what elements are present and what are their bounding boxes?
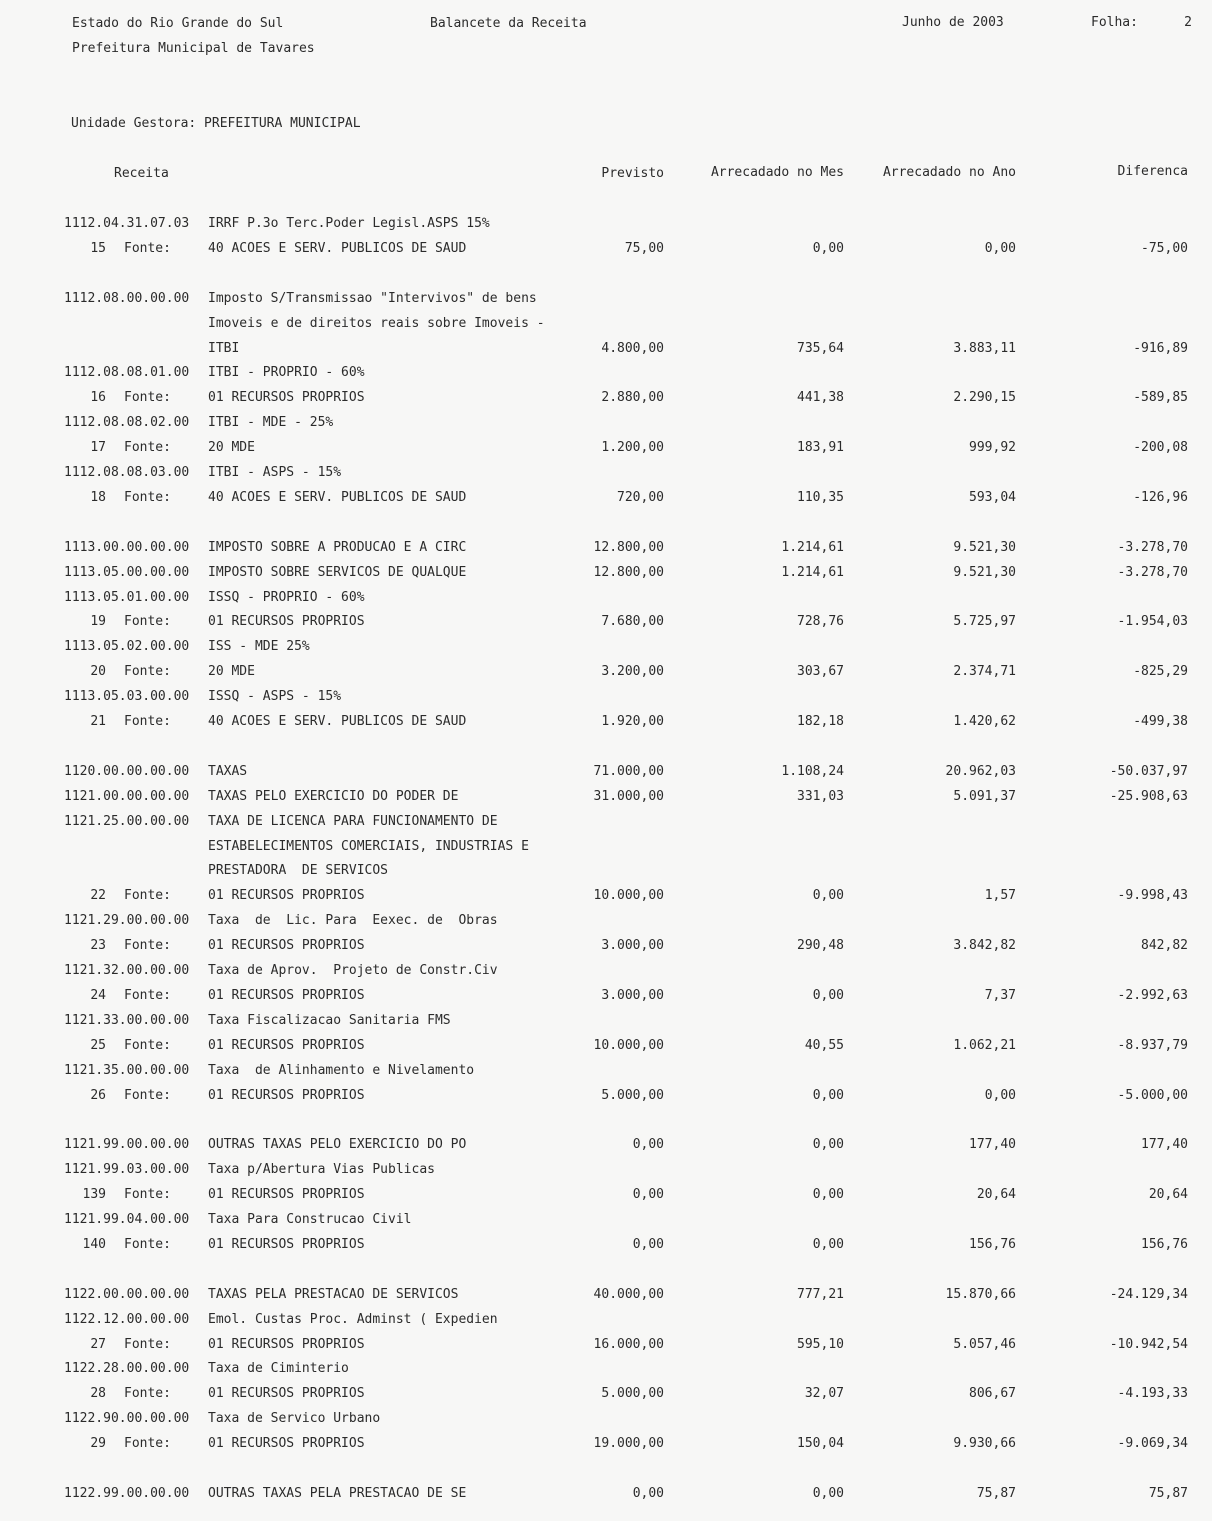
col-receita: Receita xyxy=(114,166,169,181)
value-arrecadado-ano: 0,00 xyxy=(984,241,1016,256)
account-code: 1122.12.00.00.00 xyxy=(64,1312,190,1327)
value-diferenca: 156,76 xyxy=(1141,1237,1188,1252)
account-description: TAXAS xyxy=(208,764,248,779)
fonte-label: Fonte: xyxy=(124,714,171,729)
value-previsto: 3.000,00 xyxy=(601,988,664,1003)
account-code: 1113.00.00.00.00 xyxy=(64,540,190,555)
value-arrecadado-ano: 9.930,66 xyxy=(953,1436,1016,1451)
value-diferenca: 75,87 xyxy=(1148,1486,1188,1501)
account-code: 1122.90.00.00.00 xyxy=(64,1411,190,1426)
fonte-index: 22 xyxy=(90,888,106,903)
value-previsto: 12.800,00 xyxy=(593,540,664,555)
value-previsto: 720,00 xyxy=(617,490,664,505)
account-description: IMPOSTO SOBRE A PRODUCAO E A CIRC xyxy=(208,540,467,555)
value-arrecadado-mes: 331,03 xyxy=(797,789,844,804)
value-diferenca: -126,96 xyxy=(1133,490,1188,505)
value-previsto: 1.920,00 xyxy=(601,714,664,729)
value-arrecadado-ano: 75,87 xyxy=(976,1486,1016,1501)
value-arrecadado-ano: 9.521,30 xyxy=(953,565,1016,580)
value-arrecadado-mes: 32,07 xyxy=(804,1386,844,1401)
value-diferenca: -499,38 xyxy=(1133,714,1188,729)
fonte-label: Fonte: xyxy=(124,1187,171,1202)
account-description: IMPOSTO SOBRE SERVICOS DE QUALQUE xyxy=(208,565,467,580)
fonte-index: 17 xyxy=(90,440,106,455)
fonte-index: 29 xyxy=(90,1436,106,1451)
value-arrecadado-ano: 5.057,46 xyxy=(953,1337,1016,1352)
value-arrecadado-mes: 735,64 xyxy=(797,341,844,356)
account-code: 1121.99.00.00.00 xyxy=(64,1137,190,1152)
account-description: ISSQ - PROPRIO - 60% xyxy=(208,590,365,605)
fonte-label: Fonte: xyxy=(124,614,171,629)
fonte-index: 15 xyxy=(90,241,106,256)
account-description: Taxa Fiscalizacao Sanitaria FMS xyxy=(208,1013,451,1028)
fonte-label: Fonte: xyxy=(124,440,171,455)
account-description-continued: ESTABELECIMENTOS COMERCIAIS, INDUSTRIAS E xyxy=(208,839,529,854)
fonte-description: 01 RECURSOS PROPRIOS xyxy=(208,614,365,629)
value-arrecadado-ano: 5.091,37 xyxy=(953,789,1016,804)
account-code: 1121.32.00.00.00 xyxy=(64,963,190,978)
value-previsto: 4.800,00 xyxy=(601,341,664,356)
fonte-index: 139 xyxy=(82,1187,106,1202)
value-diferenca: -25.908,63 xyxy=(1109,789,1188,804)
fonte-index: 16 xyxy=(90,390,106,405)
account-code: 1121.99.03.00.00 xyxy=(64,1162,190,1177)
report-period: Junho de 2003 xyxy=(902,15,1004,30)
fonte-label: Fonte: xyxy=(124,241,171,256)
account-description: OUTRAS TAXAS PELA PRESTACAO DE SE xyxy=(208,1486,467,1501)
value-previsto: 31.000,00 xyxy=(593,789,664,804)
account-code: 1121.33.00.00.00 xyxy=(64,1013,190,1028)
value-diferenca: -50.037,97 xyxy=(1109,764,1188,779)
value-arrecadado-mes: 595,10 xyxy=(797,1337,844,1352)
fonte-description: 01 RECURSOS PROPRIOS xyxy=(208,390,365,405)
fonte-label: Fonte: xyxy=(124,938,171,953)
value-diferenca: -8.937,79 xyxy=(1117,1038,1188,1053)
account-code: 1112.08.00.00.00 xyxy=(64,291,190,306)
account-description: ISSQ - ASPS - 15% xyxy=(208,689,342,704)
value-arrecadado-mes: 0,00 xyxy=(812,241,844,256)
value-diferenca: -9.998,43 xyxy=(1117,888,1188,903)
value-diferenca: -916,89 xyxy=(1133,341,1188,356)
account-description: Imposto S/Transmissao "Intervivos" de bens xyxy=(208,291,537,306)
account-description: Taxa de Ciminterio xyxy=(208,1361,349,1376)
account-code: 1121.25.00.00.00 xyxy=(64,814,190,829)
fonte-label: Fonte: xyxy=(124,1436,171,1451)
value-diferenca: -589,85 xyxy=(1133,390,1188,405)
value-arrecadado-ano: 2.290,15 xyxy=(953,390,1016,405)
account-code: 1122.28.00.00.00 xyxy=(64,1361,190,1376)
fonte-label: Fonte: xyxy=(124,664,171,679)
value-arrecadado-ano: 5.725,97 xyxy=(953,614,1016,629)
value-previsto: 5.000,00 xyxy=(601,1088,664,1103)
value-arrecadado-mes: 0,00 xyxy=(812,888,844,903)
value-diferenca: -10.942,54 xyxy=(1109,1337,1188,1352)
value-arrecadado-ano: 7,37 xyxy=(984,988,1016,1003)
municipality-name: Prefeitura Municipal de Tavares xyxy=(72,41,315,56)
value-diferenca: 842,82 xyxy=(1141,938,1188,953)
account-description: TAXAS PELO EXERCICIO DO PODER DE xyxy=(208,789,459,804)
fonte-label: Fonte: xyxy=(124,1038,171,1053)
value-diferenca: -200,08 xyxy=(1133,440,1188,455)
fonte-label: Fonte: xyxy=(124,1237,171,1252)
value-arrecadado-mes: 0,00 xyxy=(812,1088,844,1103)
fonte-label: Fonte: xyxy=(124,1386,171,1401)
value-diferenca: -5.000,00 xyxy=(1117,1088,1188,1103)
value-arrecadado-mes: 290,48 xyxy=(797,938,844,953)
account-description: ISS - MDE 25% xyxy=(208,639,310,654)
fonte-description: 01 RECURSOS PROPRIOS xyxy=(208,1088,365,1103)
value-arrecadado-ano: 177,40 xyxy=(969,1137,1016,1152)
value-diferenca: -9.069,34 xyxy=(1117,1436,1188,1451)
fonte-description: 01 RECURSOS PROPRIOS xyxy=(208,1337,365,1352)
fonte-description: 01 RECURSOS PROPRIOS xyxy=(208,1237,365,1252)
account-code: 1121.29.00.00.00 xyxy=(64,913,190,928)
account-code: 1112.08.08.03.00 xyxy=(64,465,190,480)
account-description: Taxa de Aprov. Projeto de Constr.Civ xyxy=(208,963,498,978)
account-description: Taxa Para Construcao Civil xyxy=(208,1212,412,1227)
value-arrecadado-mes: 0,00 xyxy=(812,988,844,1003)
fonte-label: Fonte: xyxy=(124,888,171,903)
value-arrecadado-ano: 999,92 xyxy=(969,440,1016,455)
account-description: OUTRAS TAXAS PELO EXERCICIO DO PO xyxy=(208,1137,467,1152)
account-code: 1113.05.01.00.00 xyxy=(64,590,190,605)
value-arrecadado-mes: 441,38 xyxy=(797,390,844,405)
value-arrecadado-mes: 1.108,24 xyxy=(781,764,844,779)
account-description: TAXA DE LICENCA PARA FUNCIONAMENTO DE xyxy=(208,814,498,829)
sheet-label: Folha: xyxy=(1091,15,1138,30)
sheet-number: 2 xyxy=(1184,15,1192,30)
fonte-description: 40 ACOES E SERV. PUBLICOS DE SAUD xyxy=(208,490,467,505)
value-diferenca: -1.954,03 xyxy=(1117,614,1188,629)
value-arrecadado-ano: 20,64 xyxy=(976,1187,1016,1202)
value-previsto: 3.200,00 xyxy=(601,664,664,679)
value-arrecadado-mes: 0,00 xyxy=(812,1237,844,1252)
value-previsto: 0,00 xyxy=(632,1486,664,1501)
fonte-description: 20 MDE xyxy=(208,440,255,455)
value-arrecadado-mes: 0,00 xyxy=(812,1187,844,1202)
value-arrecadado-mes: 303,67 xyxy=(797,664,844,679)
fonte-label: Fonte: xyxy=(124,390,171,405)
account-description: Emol. Custas Proc. Adminst ( Expedien xyxy=(208,1312,498,1327)
account-code: 1113.05.00.00.00 xyxy=(64,565,190,580)
value-previsto: 0,00 xyxy=(632,1137,664,1152)
value-arrecadado-ano: 593,04 xyxy=(969,490,1016,505)
account-description: Taxa de Lic. Para Eexec. de Obras xyxy=(208,913,498,928)
fonte-index: 18 xyxy=(90,490,106,505)
account-description-continued: PRESTADORA DE SERVICOS xyxy=(208,863,389,878)
fonte-description: 40 ACOES E SERV. PUBLICOS DE SAUD xyxy=(208,241,467,256)
value-arrecadado-ano: 3.842,82 xyxy=(953,938,1016,953)
fonte-description: 20 MDE xyxy=(208,664,255,679)
value-diferenca: -3.278,70 xyxy=(1117,565,1188,580)
fonte-index: 27 xyxy=(90,1337,106,1352)
col-arrecadado-mes: Arrecadado no Mes xyxy=(710,165,844,180)
value-arrecadado-mes: 182,18 xyxy=(797,714,844,729)
value-arrecadado-ano: 1.420,62 xyxy=(953,714,1016,729)
fonte-description: 40 ACOES E SERV. PUBLICOS DE SAUD xyxy=(208,714,467,729)
account-code: 1122.99.00.00.00 xyxy=(64,1486,190,1501)
account-description: IRRF P.3o Terc.Poder Legisl.ASPS 15% xyxy=(208,216,490,231)
value-diferenca: -24.129,34 xyxy=(1109,1287,1188,1302)
value-arrecadado-mes: 150,04 xyxy=(797,1436,844,1451)
account-description-continued: ITBI xyxy=(208,341,240,356)
value-previsto: 3.000,00 xyxy=(601,938,664,953)
account-code: 1113.05.02.00.00 xyxy=(64,639,190,654)
value-previsto: 10.000,00 xyxy=(593,1038,664,1053)
report-title: Balancete da Receita xyxy=(430,16,587,31)
col-arrecadado-ano: Arrecadado no Ano xyxy=(882,165,1016,180)
account-description: Taxa de Alinhamento e Nivelamento xyxy=(208,1063,475,1078)
account-description: ITBI - MDE - 25% xyxy=(208,415,334,430)
account-code: 1122.00.00.00.00 xyxy=(64,1287,190,1302)
value-previsto: 10.000,00 xyxy=(593,888,664,903)
fonte-index: 19 xyxy=(90,614,106,629)
value-previsto: 0,00 xyxy=(632,1187,664,1202)
value-previsto: 2.880,00 xyxy=(601,390,664,405)
fonte-description: 01 RECURSOS PROPRIOS xyxy=(208,888,365,903)
fonte-description: 01 RECURSOS PROPRIOS xyxy=(208,938,365,953)
value-arrecadado-mes: 183,91 xyxy=(797,440,844,455)
value-arrecadado-ano: 9.521,30 xyxy=(953,540,1016,555)
value-diferenca: -825,29 xyxy=(1133,664,1188,679)
state-name: Estado do Rio Grande do Sul xyxy=(72,16,284,31)
col-previsto: Previsto xyxy=(601,166,664,181)
value-previsto: 5.000,00 xyxy=(601,1386,664,1401)
fonte-index: 28 xyxy=(90,1386,106,1401)
account-code: 1112.08.08.01.00 xyxy=(64,365,190,380)
value-previsto: 16.000,00 xyxy=(593,1337,664,1352)
account-description: ITBI - ASPS - 15% xyxy=(208,465,342,480)
value-diferenca: -3.278,70 xyxy=(1117,540,1188,555)
value-previsto: 7.680,00 xyxy=(601,614,664,629)
account-description: ITBI - PROPRIO - 60% xyxy=(208,365,365,380)
value-previsto: 1.200,00 xyxy=(601,440,664,455)
account-description: TAXAS PELA PRESTACAO DE SERVICOS xyxy=(208,1287,459,1302)
fonte-index: 23 xyxy=(90,938,106,953)
fonte-index: 26 xyxy=(90,1088,106,1103)
value-arrecadado-ano: 0,00 xyxy=(984,1088,1016,1103)
value-arrecadado-mes: 1.214,61 xyxy=(781,540,844,555)
value-arrecadado-mes: 728,76 xyxy=(797,614,844,629)
value-previsto: 0,00 xyxy=(632,1237,664,1252)
account-description-continued: Imoveis e de direitos reais sobre Imoveis - xyxy=(208,316,545,331)
fonte-index: 20 xyxy=(90,664,106,679)
value-previsto: 71.000,00 xyxy=(593,764,664,779)
value-arrecadado-mes: 1.214,61 xyxy=(781,565,844,580)
fonte-description: 01 RECURSOS PROPRIOS xyxy=(208,1187,365,1202)
value-arrecadado-ano: 1.062,21 xyxy=(953,1038,1016,1053)
management-unit: Unidade Gestora: PREFEITURA MUNICIPAL xyxy=(71,116,361,131)
fonte-index: 140 xyxy=(82,1237,106,1252)
value-arrecadado-ano: 1,57 xyxy=(984,888,1016,903)
value-arrecadado-ano: 15.870,66 xyxy=(945,1287,1016,1302)
account-description: Taxa de Servico Urbano xyxy=(208,1411,381,1426)
account-code: 1121.00.00.00.00 xyxy=(64,789,190,804)
value-arrecadado-ano: 20.962,03 xyxy=(945,764,1016,779)
value-previsto: 75,00 xyxy=(624,241,664,256)
fonte-index: 21 xyxy=(90,714,106,729)
account-code: 1113.05.03.00.00 xyxy=(64,689,190,704)
fonte-description: 01 RECURSOS PROPRIOS xyxy=(208,1038,365,1053)
account-code: 1112.04.31.07.03 xyxy=(64,216,190,231)
fonte-label: Fonte: xyxy=(124,988,171,1003)
value-previsto: 19.000,00 xyxy=(593,1436,664,1451)
value-arrecadado-mes: 0,00 xyxy=(812,1137,844,1152)
fonte-index: 25 xyxy=(90,1038,106,1053)
fonte-label: Fonte: xyxy=(124,1088,171,1103)
value-arrecadado-ano: 2.374,71 xyxy=(953,664,1016,679)
col-diferenca: Diferenca xyxy=(1117,164,1188,179)
account-code: 1121.99.04.00.00 xyxy=(64,1212,190,1227)
value-arrecadado-ano: 806,67 xyxy=(969,1386,1016,1401)
fonte-label: Fonte: xyxy=(124,1337,171,1352)
account-description: Taxa p/Abertura Vias Publicas xyxy=(208,1162,435,1177)
value-arrecadado-ano: 3.883,11 xyxy=(953,341,1016,356)
fonte-index: 24 xyxy=(90,988,106,1003)
fonte-description: 01 RECURSOS PROPRIOS xyxy=(208,1436,365,1451)
value-arrecadado-mes: 40,55 xyxy=(804,1038,844,1053)
value-arrecadado-mes: 0,00 xyxy=(812,1486,844,1501)
fonte-label: Fonte: xyxy=(124,490,171,505)
value-diferenca: 20,64 xyxy=(1148,1187,1188,1202)
value-arrecadado-ano: 156,76 xyxy=(969,1237,1016,1252)
value-previsto: 40.000,00 xyxy=(593,1287,664,1302)
value-diferenca: -4.193,33 xyxy=(1117,1386,1188,1401)
value-previsto: 12.800,00 xyxy=(593,565,664,580)
account-code: 1120.00.00.00.00 xyxy=(64,764,190,779)
fonte-description: 01 RECURSOS PROPRIOS xyxy=(208,988,365,1003)
fonte-description: 01 RECURSOS PROPRIOS xyxy=(208,1386,365,1401)
value-diferenca: -2.992,63 xyxy=(1117,988,1188,1003)
value-diferenca: 177,40 xyxy=(1141,1137,1188,1152)
account-code: 1121.35.00.00.00 xyxy=(64,1063,190,1078)
account-code: 1112.08.08.02.00 xyxy=(64,415,190,430)
value-diferenca: -75,00 xyxy=(1141,241,1188,256)
value-arrecadado-mes: 110,35 xyxy=(797,490,844,505)
value-arrecadado-mes: 777,21 xyxy=(797,1287,844,1302)
